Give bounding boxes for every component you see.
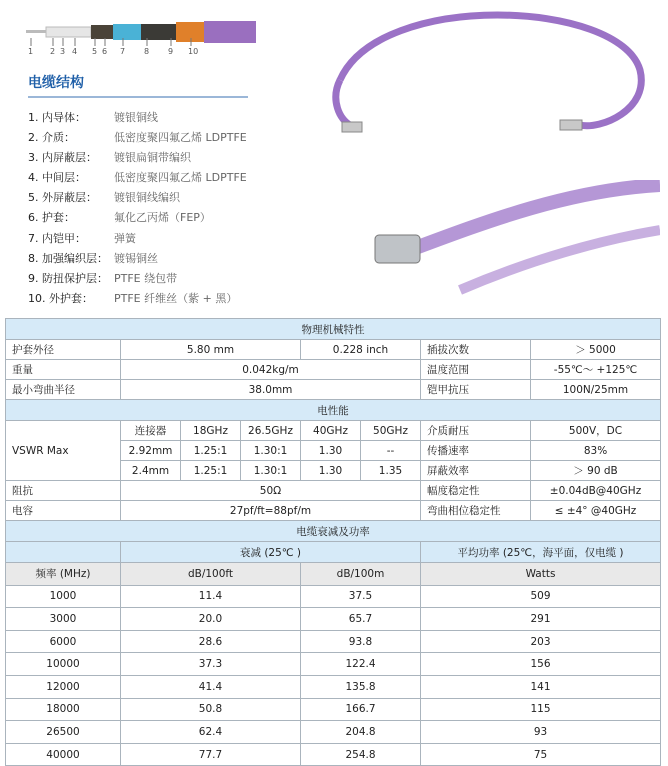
layer-number: 5	[92, 47, 98, 56]
table-row	[6, 743, 661, 766]
section-electrical: 电性能	[6, 400, 661, 421]
weight-value: 0.042kg/m	[121, 360, 421, 380]
od-inch: 0.228 inch	[301, 340, 421, 360]
attenuation-cell: 135.8	[301, 675, 421, 698]
structure-item	[28, 208, 247, 228]
attenuation-cell: 50.8	[121, 698, 301, 721]
layer-number: 4	[72, 47, 78, 56]
structure-material: 镀银铜线	[114, 111, 158, 124]
bend-value: 38.0mm	[121, 380, 421, 400]
attenuation-cell: 10000	[6, 653, 121, 676]
col-head: 频率 (MHz)	[6, 563, 121, 586]
col-head: dB/100ft	[121, 563, 301, 586]
attenuation-cell: 6000	[6, 630, 121, 653]
structure-item	[28, 289, 247, 309]
vswr-head: 50GHz	[361, 421, 421, 441]
capacitance-value: 27pf/ft=88pf/m	[121, 501, 421, 521]
attenuation-cell: 20.0	[121, 608, 301, 631]
structure-item	[28, 128, 247, 148]
attenuation-cell: 203	[421, 630, 661, 653]
layer-number: 8	[144, 47, 150, 56]
attenuation-cell: 204.8	[301, 721, 421, 744]
structure-material: PTFE 纤维丝（紫 + 黑）	[114, 291, 238, 305]
empty-cell	[6, 542, 121, 563]
attenuation-cell: 40000	[6, 743, 121, 766]
structure-item	[28, 229, 247, 249]
table-row	[6, 675, 661, 698]
attenuation-head: 衰减 (25℃ )	[121, 542, 421, 563]
attenuation-cell: 65.7	[301, 608, 421, 631]
attenuation-cell: 75	[421, 743, 661, 766]
structure-layer: 6. 护套：	[28, 211, 75, 225]
structure-layer: 3. 内屏蔽层：	[28, 151, 97, 165]
attenuation-cell: 12000	[6, 675, 121, 698]
vswr-cell: 1.25:1	[181, 441, 241, 461]
structure-material: 镀锡铜丝	[114, 251, 158, 265]
vswr-cell: 1.25:1	[181, 461, 241, 481]
mating-value: ＞ 5000	[531, 340, 661, 360]
structure-layer: 1. 内导体：	[28, 111, 86, 124]
attenuation-cell: 3000	[6, 608, 121, 631]
layer-number: 6	[102, 47, 108, 56]
impedance-label: 阻抗	[6, 481, 121, 501]
cable-assembly-image	[320, 10, 650, 160]
table-row	[6, 721, 661, 744]
structure-layer: 2. 介质：	[28, 131, 75, 145]
attenuation-cell: 291	[421, 608, 661, 631]
attenuation-cell: 93.8	[301, 630, 421, 653]
layer-number: 9	[168, 47, 174, 56]
layer-number: 3	[60, 47, 66, 56]
attenuation-cell: 77.7	[121, 743, 301, 766]
attenuation-cell: 28.6	[121, 630, 301, 653]
structure-item	[28, 108, 247, 128]
structure-layer: 4. 中间层：	[28, 171, 86, 185]
weight-label: 重量	[6, 360, 121, 380]
vswr-cell: 2.92mm	[121, 441, 181, 461]
table-row	[6, 653, 661, 676]
table-row	[6, 608, 661, 631]
attenuation-cell: 41.4	[121, 675, 301, 698]
col-head: Watts	[421, 563, 661, 586]
attenuation-cell: 254.8	[301, 743, 421, 766]
attenuation-cell: 141	[421, 675, 661, 698]
structure-layer: 10. 外护套：	[28, 291, 93, 305]
structure-item	[28, 188, 247, 208]
attenuation-cell: 37.5	[301, 585, 421, 608]
attenuation-cell: 166.7	[301, 698, 421, 721]
structure-layer: 5. 外屏蔽层：	[28, 191, 97, 205]
crush-label: 铠甲抗压	[421, 380, 531, 400]
shielding-label: 屏蔽效率	[421, 461, 531, 481]
structure-material: 镀银扁铜带编织	[114, 151, 191, 165]
od-label: 护套外径	[6, 340, 121, 360]
structure-material: 氟化乙丙烯（FEP）	[114, 211, 211, 225]
velocity-label: 传播速率	[421, 441, 531, 461]
attenuation-cell: 115	[421, 698, 661, 721]
structure-material: 镀银铜线编织	[114, 191, 180, 205]
vswr-cell: 1.30:1	[241, 461, 301, 481]
layer-number: 7	[120, 47, 126, 56]
phase-stability-label: 弯曲相位稳定性	[421, 501, 531, 521]
amp-stability-value: ±0.04dB@40GHz	[531, 481, 661, 501]
structure-item	[28, 168, 247, 188]
cable-structure-title: 电缆结构	[28, 75, 84, 91]
title-divider	[28, 96, 248, 98]
shielding-value: ＞ 90 dB	[531, 461, 661, 481]
attenuation-cell: 26500	[6, 721, 121, 744]
structure-material: PTFE 绕包带	[114, 271, 178, 285]
vswr-label: VSWR Max	[6, 421, 121, 481]
attenuation-cell: 122.4	[301, 653, 421, 676]
layer-number: 10	[188, 47, 199, 56]
section-attenuation: 电缆衰减及功率	[6, 521, 661, 542]
velocity-value: 83%	[531, 441, 661, 461]
structure-item	[28, 148, 247, 168]
attenuation-cell: 62.4	[121, 721, 301, 744]
cable-layers-illustration	[26, 20, 256, 56]
attenuation-cell: 156	[421, 653, 661, 676]
spec-table	[5, 318, 661, 766]
impedance-value: 50Ω	[121, 481, 421, 501]
table-row	[6, 585, 661, 608]
vswr-cell: --	[361, 441, 421, 461]
attenuation-cell: 37.3	[121, 653, 301, 676]
vswr-head: 连接器	[121, 421, 181, 441]
bend-label: 最小弯曲半径	[6, 380, 121, 400]
attenuation-cell: 509	[421, 585, 661, 608]
structure-list	[28, 108, 247, 309]
voltage-value: 500V，DC	[531, 421, 661, 441]
structure-layer: 9. 防扭保护层：	[28, 271, 108, 285]
od-mm: 5.80 mm	[121, 340, 301, 360]
table-row	[6, 630, 661, 653]
structure-item	[28, 249, 247, 269]
table-row	[6, 698, 661, 721]
attenuation-cell: 11.4	[121, 585, 301, 608]
vswr-cell: 1.30	[301, 441, 361, 461]
structure-layer: 7. 内铠甲：	[28, 231, 86, 245]
vswr-head: 26.5GHz	[241, 421, 301, 441]
layer-number: 2	[50, 47, 56, 56]
attenuation-cell: 18000	[6, 698, 121, 721]
structure-item	[28, 269, 247, 289]
section-mechanical: 物理机械特性	[6, 319, 661, 340]
vswr-cell: 1.30	[301, 461, 361, 481]
structure-material: 低密度聚四氟乙烯 LDPTFE	[114, 171, 247, 185]
vswr-cell: 1.35	[361, 461, 421, 481]
capacitance-label: 电容	[6, 501, 121, 521]
attenuation-cell: 93	[421, 721, 661, 744]
connector-closeup-image	[370, 180, 660, 310]
voltage-label: 介质耐压	[421, 421, 531, 441]
layer-number: 1	[28, 47, 34, 56]
attenuation-cell: 1000	[6, 585, 121, 608]
structure-material: 低密度聚四氟乙烯 LDPTFE	[114, 131, 247, 145]
vswr-cell: 2.4mm	[121, 461, 181, 481]
temp-label: 温度范围	[421, 360, 531, 380]
structure-material: 弹簧	[114, 231, 136, 245]
mating-label: 插拔次数	[421, 340, 531, 360]
vswr-head: 40GHz	[301, 421, 361, 441]
col-head: dB/100m	[301, 563, 421, 586]
crush-value: 100N/25mm	[531, 380, 661, 400]
temp-value: -55℃～ +125℃	[531, 360, 661, 380]
phase-stability-value: ≤ ±4° @40GHz	[531, 501, 661, 521]
vswr-cell: 1.30:1	[241, 441, 301, 461]
amp-stability-label: 幅度稳定性	[421, 481, 531, 501]
power-head: 平均功率 (25℃，海平面，仅电缆 )	[421, 542, 661, 563]
vswr-head: 18GHz	[181, 421, 241, 441]
structure-layer: 8. 加强编织层：	[28, 251, 108, 265]
